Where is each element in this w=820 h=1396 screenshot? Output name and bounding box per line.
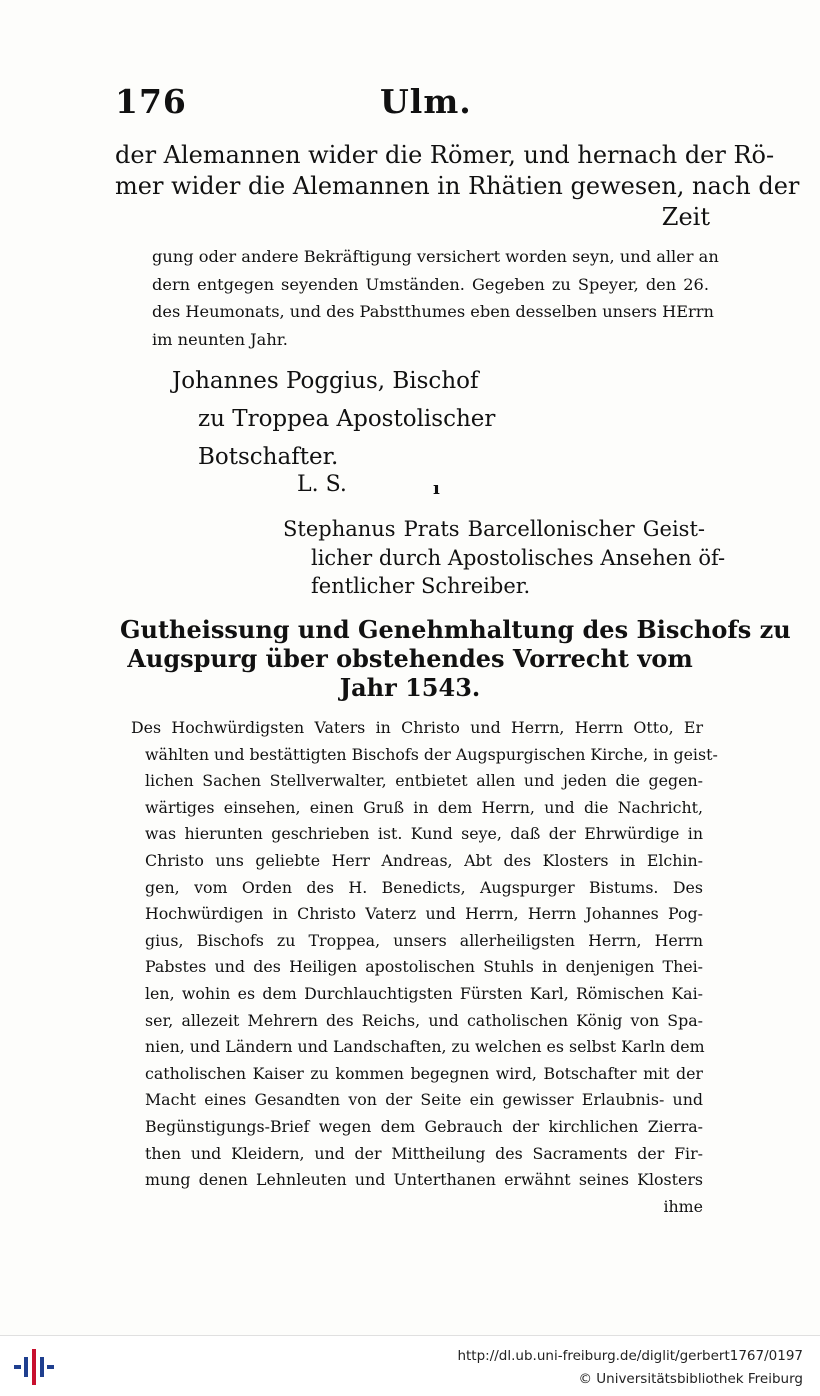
notary-line: licher durch Apostolisches Ansehen öf-	[311, 545, 726, 570]
notary-block	[283, 515, 726, 601]
text-line: gius, Bischofs zu Troppea, unsers allerheiligsten Herrn, Herrn	[145, 930, 703, 950]
running-title: Ulm.	[380, 82, 472, 121]
text-line: len, wohin es dem Durchlauchtigsten Fürsten Karl, Römischen Kai-	[145, 983, 703, 1003]
text-line: lichen Sachen Stellverwalter, entbietet allen und jeden die gegen-	[145, 771, 703, 791]
viewer-footer	[0, 1335, 820, 1396]
text-line: was hierunten geschrieben ist. Kund seye, daß der Ehrwürdige in	[145, 824, 703, 844]
notary-line: fentlicher Schreiber.	[311, 574, 531, 598]
catchword: ihme	[663, 1196, 703, 1216]
text-line: der Alemannen wider die Römer, und hernach der Rö-	[115, 141, 775, 169]
notary-line: Stephanus Prats Barcellonischer Geist-	[283, 517, 705, 541]
carryover-paragraph	[115, 140, 800, 233]
heading-line: Gutheissung und Genehmhaltung des Bischofs zu	[120, 615, 791, 644]
signature-line: zu Troppea Apostolischer	[198, 406, 496, 432]
seal-abbreviation: L. S.	[297, 472, 347, 497]
text-line: nien, und Ländern und Landschaften, zu welchen es selbst Karln dem	[145, 1037, 705, 1057]
text-line: mung denen Lehnleuten und Unterthanen erwähnt seines Klosters	[145, 1170, 703, 1190]
text-line: Pabstes und des Heiligen apostolischen Stuhls in denjenigen Thei-	[145, 957, 703, 977]
text-line: des Heumonats, und des Pabstthumes eben desselben unsers HErrn	[152, 302, 714, 321]
text-line: gung oder andere Bekräftigung versichert worden seyn, und aller an	[152, 247, 719, 266]
permalink-url[interactable]: http://dl.ub.uni-freiburg.de/diglit/gerbert1767/0197	[457, 1348, 803, 1364]
text-line: im neunten Jahr.	[152, 329, 288, 349]
section-heading	[120, 615, 791, 702]
text-line: Hochwürdigen in Christo Vaterz und Herrn, Herrn Johannes Pog-	[145, 904, 703, 924]
ub-freiburg-logo-icon	[14, 1349, 54, 1385]
text-line: wärtiges einsehen, einen Gruß in dem Herrn, und die Nachricht,	[145, 797, 703, 817]
signature-line: Botschafter.	[198, 444, 339, 470]
heading-line: Augspurg über obstehendes Vorrecht vom	[127, 644, 693, 673]
text-line: Des Hochwürdigsten Vaters in Christo und Herrn, Herrn Otto, Er	[131, 718, 703, 737]
signature-line: Johannes Poggius, Bischof	[172, 368, 479, 394]
heading-line: Jahr 1543.	[339, 673, 481, 702]
text-line: Christo uns geliebte Herr Andreas, Abt des Klosters in Elchin-	[145, 850, 703, 870]
seal-mark: ı	[433, 478, 440, 499]
text-line: then und Kleidern, und der Mittheilung des Sacraments der Fir-	[145, 1143, 703, 1163]
text-line: ser, allezeit Mehrern des Reichs, und catholischen König von Spa-	[145, 1010, 703, 1030]
signature-block	[172, 362, 495, 476]
text-line: mer wider die Alemannen in Rhätien gewesen, nach der	[115, 172, 800, 200]
text-line: Begünstigungs-Brief wegen dem Gebrauch der kirchlichen Zierra-	[145, 1116, 703, 1136]
page-header	[115, 82, 710, 122]
text-line: wählten und bestättigten Bischofs der Augspurgischen Kirche, in geist-	[145, 744, 718, 764]
catchword: Zeit	[661, 203, 710, 231]
body-paragraph	[131, 715, 718, 1220]
text-line: Macht eines Gesandten von der Seite ein gewisser Erlaubnis- und	[145, 1090, 703, 1110]
text-line: catholischen Kaiser zu kommen begegnen wird, Botschafter mit der	[145, 1063, 703, 1083]
closing-paragraph	[152, 243, 719, 353]
text-line: gen, vom Orden des H. Benedicts, Augspurger Bistums. Des	[145, 877, 703, 897]
page-number: 176	[115, 82, 187, 121]
text-line: dern entgegen seyenden Umständen. Gegeben zu Speyer, den 26.	[152, 274, 709, 294]
copyright-text: © Universitätsbibliothek Freiburg	[578, 1371, 803, 1387]
